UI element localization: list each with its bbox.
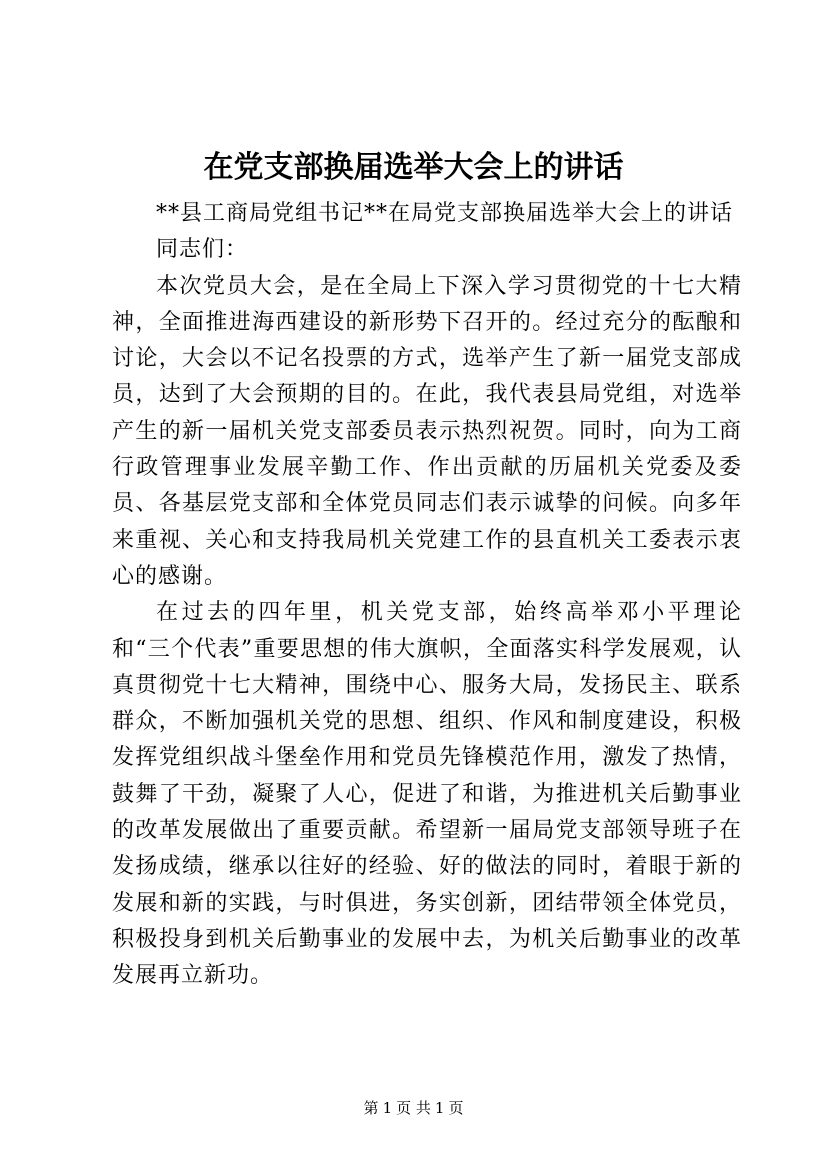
page-number: 1 [382, 1099, 393, 1117]
document-body [112, 196, 742, 995]
paragraph-1: 本次党员大会，是在全局上下深入学习贯彻党的十七大精神，全面推进海西建设的新形势下召开的。经过充分的酝酿和讨论，大会以不记名投票的方式，选举产生了新一届党支部成员，达到了大会预期的目的。在此，我代表县局党组，对选举产生的新一届机关党支部委员表示热烈祝贺。同时，向为工商行政管理事业发展辛勤工作、作出贡献的历届机关党委及委员、各基层党支部和全体党员同志们表示诚挚的问候。向多年来重视、关心和支持我局机关党建工作的县直机关工委表示衷心的感谢。 [112, 273, 742, 589]
page-label-mid: 页 共 [396, 1099, 431, 1117]
salutation: 同志们： [156, 237, 249, 263]
page-label-suffix: 页 [448, 1099, 464, 1117]
paragraph-2: 在过去的四年里，机关党支部，始终高举邓小平理论和“三个代表”重要思想的伟大旗帜，全面落实科学发展观，认真贯彻党十七大精神，围绕中心、服务大局，发扬民主、联系群众，不断加强机关党的思想、组织、作风和制度建设，积极发挥党组织战斗堡垒作用和党员先锋模范作用，激发了热情，鼓舞了干劲，凝聚了人心，促进了和谐，为推进机关后勤事业的改革发展做出了重要贡献。希望新一届局党支部领导班子在发扬成绩，继承以往好的经验、好的做法的同时，着眼于新的发展和新的实践，与时俱进，务实创新，团结带领全体党员，积极投身到机关后勤事业的发展中去，为机关后勤事业的改革发展再立新功。 [112, 600, 742, 989]
page-footer [0, 1098, 827, 1118]
page-total: 1 [434, 1099, 445, 1117]
document-title: 在党支部换届选举大会上的讲话 [203, 150, 624, 185]
page-label-prefix: 第 [363, 1099, 379, 1117]
document-subtitle: **县工商局党组书记**在局党支部换届选举大会上的讲话 [156, 201, 734, 226]
